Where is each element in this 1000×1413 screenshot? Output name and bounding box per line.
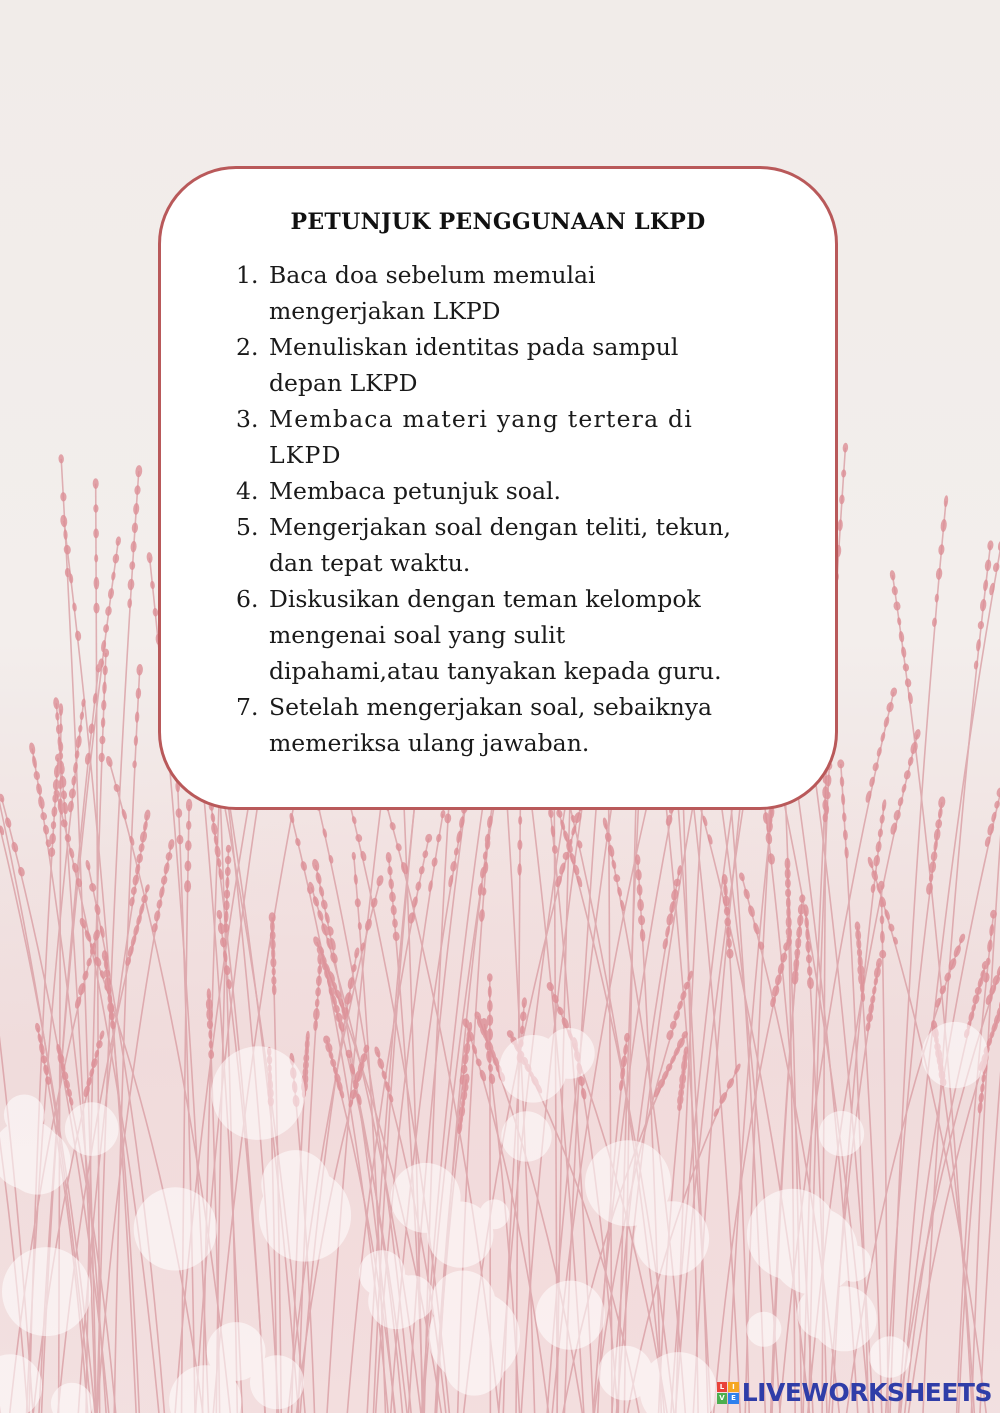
soft-bloom [819, 1111, 864, 1156]
item-text: Setelah mengerjakan soal, sebaiknya memeriksa ulang jawaban. [269, 693, 713, 757]
list-item [231, 401, 791, 473]
flower-bud [487, 973, 493, 982]
flower-bud [93, 528, 99, 538]
item-number: 7. [236, 693, 259, 721]
soft-bloom [869, 1336, 910, 1377]
brand-name: LIVEWORKSHEETS [741, 1378, 992, 1407]
list-item [231, 509, 791, 581]
soft-bloom [368, 1273, 424, 1329]
flower-bud [487, 1000, 493, 1012]
list-item [231, 581, 791, 689]
flower-bud [150, 581, 155, 590]
instructions-card [158, 166, 838, 810]
soft-bloom [922, 1022, 988, 1088]
soft-bloom [427, 1202, 493, 1268]
flower-bud [891, 586, 898, 596]
flower-bud [93, 504, 98, 512]
soft-bloom [501, 1111, 551, 1161]
flower-bud [134, 485, 141, 495]
flower-bud [987, 540, 994, 551]
soft-bloom [746, 1312, 781, 1347]
item-text: Menuliskan identitas pada sampul depan LKPD [269, 333, 679, 397]
flower-bud [93, 478, 99, 489]
flower-bud [111, 571, 116, 581]
soft-bloom [544, 1028, 595, 1079]
soft-bloom [635, 1201, 710, 1276]
item-number: 2. [236, 333, 259, 361]
item-number: 5. [236, 513, 259, 541]
soft-bloom [211, 1046, 305, 1140]
soft-bloom [134, 1187, 217, 1270]
list-item [231, 689, 791, 761]
flower-bud [943, 495, 948, 507]
flower-bud [940, 519, 947, 533]
flower-bud [63, 529, 68, 540]
flower-bud [60, 492, 67, 502]
liveworksheets-badge-icon: L I V E [717, 1382, 739, 1404]
soft-bloom [207, 1322, 266, 1381]
flower-bud [984, 559, 992, 571]
flower-bud [112, 553, 120, 564]
flower-bud [841, 469, 847, 478]
list-item [231, 257, 791, 329]
flower-bud [488, 986, 492, 998]
flower-bud [94, 577, 100, 590]
flower-bud [146, 552, 153, 564]
flower-bud [115, 536, 121, 546]
soft-bloom [4, 1095, 45, 1136]
item-text: Membaca materi yang tertera di LKPD [269, 405, 693, 469]
flower-bud [889, 570, 896, 581]
flower-bud [842, 443, 848, 453]
flower-bud [130, 541, 137, 553]
item-number: 4. [236, 477, 259, 505]
flower-bud [127, 578, 134, 590]
soft-bloom [428, 1291, 520, 1383]
flower-bud [131, 522, 138, 533]
soft-bloom [812, 1286, 877, 1351]
liveworksheets-logo[interactable] [717, 1378, 992, 1407]
soft-bloom [261, 1150, 330, 1219]
flower-bud [133, 503, 140, 515]
flower-bud [992, 562, 1000, 573]
flower-bud [938, 544, 945, 556]
soft-bloom [65, 1102, 119, 1156]
flower-bud [60, 514, 68, 527]
flower-bud [107, 588, 114, 600]
soft-bloom [2, 1247, 91, 1336]
flower-bud [135, 465, 143, 478]
list-item [231, 329, 791, 401]
list-item [231, 473, 791, 509]
flower-bud [837, 519, 843, 531]
flower-bud [58, 454, 64, 463]
item-text: Baca doa sebelum memulai mengerjakan LKPD [269, 261, 596, 325]
soft-bloom [835, 1245, 872, 1282]
soft-bloom [5, 1129, 71, 1195]
soft-bloom [536, 1281, 605, 1350]
flower-bud [983, 579, 989, 591]
item-number: 3. [236, 405, 259, 433]
flower-bud [94, 554, 98, 562]
item-number: 6. [236, 585, 259, 613]
item-number: 1. [236, 261, 259, 289]
flower-bud [839, 494, 845, 504]
flower-bud [935, 568, 942, 581]
flower-bud [63, 545, 71, 555]
item-text: Membaca petunjuk soal. [269, 477, 561, 505]
item-text: Mengerjakan soal dengan teliti, tekun, dan tepat waktu. [269, 513, 732, 577]
flower-bud [129, 561, 135, 570]
card-title: PETUNJUK PENGGUNAAN LKPD [290, 209, 706, 235]
instruction-list [231, 257, 791, 761]
item-text: Diskusikan dengan teman kelompok mengenai soal yang sulit dipahami,atau tanyakan kepada guru. [269, 585, 722, 685]
